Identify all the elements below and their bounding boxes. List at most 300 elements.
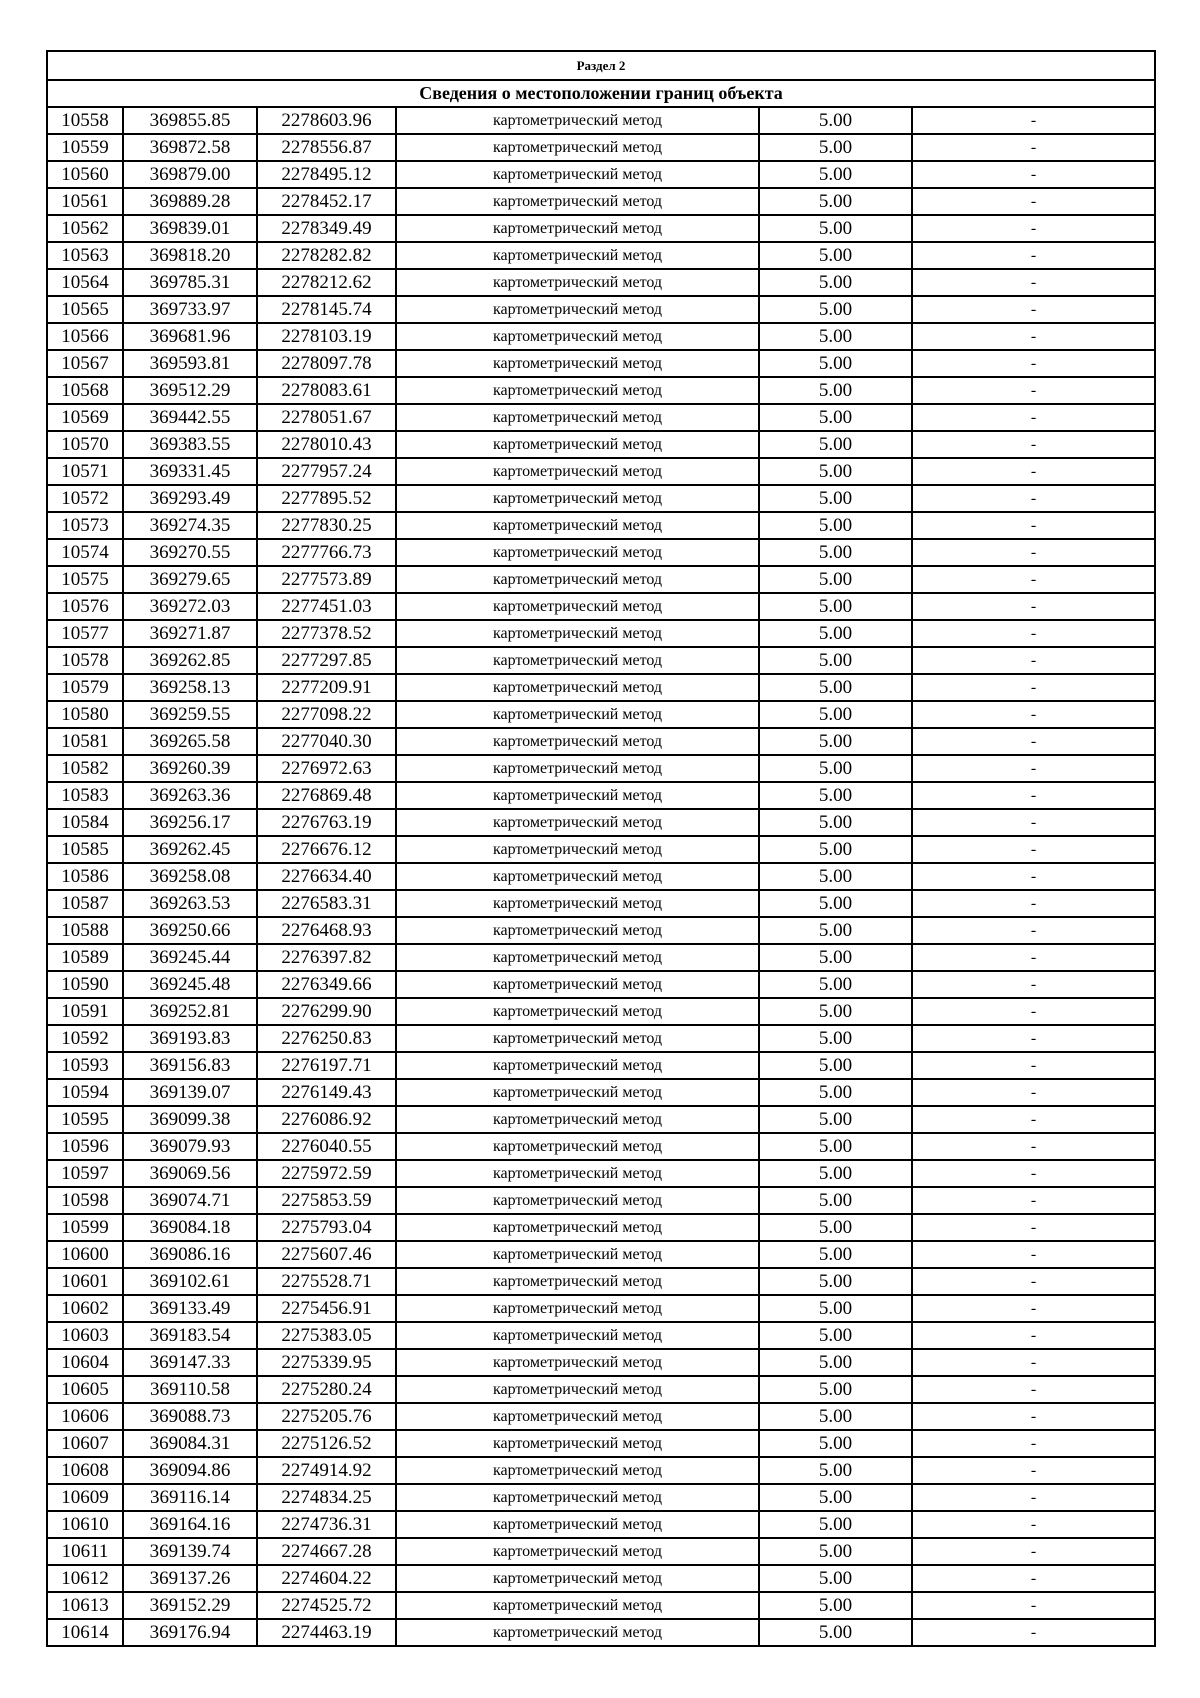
method-cell: картометрический метод [396,674,759,701]
y-coordinate-cell: 2275205.76 [257,1403,396,1430]
y-coordinate-cell: 2278010.43 [257,431,396,458]
table-row [47,674,1155,701]
x-coordinate-cell: 369137.26 [123,1565,257,1592]
y-coordinate-cell: 2276397.82 [257,944,396,971]
y-coordinate-cell: 2278603.96 [257,107,396,134]
y-coordinate-cell: 2278212.62 [257,269,396,296]
point-number-cell: 10576 [47,593,123,620]
point-number-cell: 10588 [47,917,123,944]
accuracy-cell: 5.00 [759,782,912,809]
table-row [47,161,1155,188]
point-number-cell: 10572 [47,485,123,512]
point-number-cell: 10600 [47,1241,123,1268]
accuracy-cell: 5.00 [759,1349,912,1376]
note-cell: - [912,863,1155,890]
table-row [47,647,1155,674]
accuracy-cell: 5.00 [759,1025,912,1052]
point-number-cell: 10612 [47,1565,123,1592]
method-cell: картометрический метод [396,458,759,485]
y-coordinate-cell: 2276634.40 [257,863,396,890]
note-cell: - [912,755,1155,782]
accuracy-cell: 5.00 [759,1106,912,1133]
method-cell: картометрический метод [396,917,759,944]
table-row [47,890,1155,917]
y-coordinate-cell: 2277209.91 [257,674,396,701]
x-coordinate-cell: 369074.71 [123,1187,257,1214]
accuracy-cell: 5.00 [759,1592,912,1619]
note-cell: - [912,971,1155,998]
x-coordinate-cell: 369084.18 [123,1214,257,1241]
y-coordinate-cell: 2275126.52 [257,1430,396,1457]
table-row [47,1295,1155,1322]
accuracy-cell: 5.00 [759,134,912,161]
note-cell: - [912,1349,1155,1376]
table-row [47,755,1155,782]
y-coordinate-cell: 2275972.59 [257,1160,396,1187]
point-number-cell: 10604 [47,1349,123,1376]
y-coordinate-cell: 2274525.72 [257,1592,396,1619]
table-row [47,998,1155,1025]
point-number-cell: 10575 [47,566,123,593]
y-coordinate-cell: 2275528.71 [257,1268,396,1295]
note-cell: - [912,161,1155,188]
point-number-cell: 10608 [47,1457,123,1484]
table-row [47,107,1155,134]
y-coordinate-cell: 2275853.59 [257,1187,396,1214]
note-cell: - [912,1133,1155,1160]
point-number-cell: 10564 [47,269,123,296]
accuracy-cell: 5.00 [759,1079,912,1106]
accuracy-cell: 5.00 [759,107,912,134]
point-number-cell: 10581 [47,728,123,755]
note-cell: - [912,1484,1155,1511]
x-coordinate-cell: 369094.86 [123,1457,257,1484]
note-cell: - [912,1511,1155,1538]
y-coordinate-cell: 2278556.87 [257,134,396,161]
x-coordinate-cell: 369681.96 [123,323,257,350]
method-cell: картометрический метод [396,701,759,728]
table-row [47,917,1155,944]
method-cell: картометрический метод [396,863,759,890]
point-number-cell: 10584 [47,809,123,836]
method-cell: картометрический метод [396,512,759,539]
x-coordinate-cell: 369733.97 [123,296,257,323]
y-coordinate-cell: 2274604.22 [257,1565,396,1592]
method-cell: картометрический метод [396,1106,759,1133]
note-cell: - [912,1619,1155,1646]
point-number-cell: 10573 [47,512,123,539]
point-number-cell: 10590 [47,971,123,998]
table-row [47,944,1155,971]
accuracy-cell: 5.00 [759,620,912,647]
accuracy-cell: 5.00 [759,1241,912,1268]
y-coordinate-cell: 2278051.67 [257,404,396,431]
accuracy-cell: 5.00 [759,215,912,242]
method-cell: картометрический метод [396,1538,759,1565]
method-cell: картометрический метод [396,107,759,134]
y-coordinate-cell: 2276349.66 [257,971,396,998]
point-number-cell: 10567 [47,350,123,377]
x-coordinate-cell: 369164.16 [123,1511,257,1538]
method-cell: картометрический метод [396,836,759,863]
accuracy-cell: 5.00 [759,647,912,674]
table-row [47,431,1155,458]
method-cell: картометрический метод [396,971,759,998]
note-cell: - [912,485,1155,512]
point-number-cell: 10613 [47,1592,123,1619]
boundary-coordinates-table [46,50,1156,1647]
y-coordinate-cell: 2277378.52 [257,620,396,647]
method-cell: картометрический метод [396,1403,759,1430]
accuracy-cell: 5.00 [759,404,912,431]
x-coordinate-cell: 369270.55 [123,539,257,566]
note-cell: - [912,1322,1155,1349]
accuracy-cell: 5.00 [759,1538,912,1565]
table-row [47,1052,1155,1079]
note-cell: - [912,296,1155,323]
note-cell: - [912,566,1155,593]
table-row [47,539,1155,566]
x-coordinate-cell: 369872.58 [123,134,257,161]
y-coordinate-cell: 2276972.63 [257,755,396,782]
method-cell: картометрический метод [396,1160,759,1187]
x-coordinate-cell: 369271.87 [123,620,257,647]
x-coordinate-cell: 369250.66 [123,917,257,944]
x-coordinate-cell: 369110.58 [123,1376,257,1403]
y-coordinate-cell: 2277895.52 [257,485,396,512]
method-cell: картометрический метод [396,1619,759,1646]
note-cell: - [912,1025,1155,1052]
x-coordinate-cell: 369176.94 [123,1619,257,1646]
table-row [47,350,1155,377]
note-cell: - [912,1241,1155,1268]
section-label: Раздел 2 [47,51,1155,80]
point-number-cell: 10580 [47,701,123,728]
y-coordinate-cell: 2277830.25 [257,512,396,539]
note-cell: - [912,1268,1155,1295]
note-cell: - [912,620,1155,647]
y-coordinate-cell: 2276197.71 [257,1052,396,1079]
table-row [47,1619,1155,1646]
table-row [47,1268,1155,1295]
point-number-cell: 10569 [47,404,123,431]
note-cell: - [912,215,1155,242]
note-cell: - [912,998,1155,1025]
x-coordinate-cell: 369263.36 [123,782,257,809]
x-coordinate-cell: 369258.08 [123,863,257,890]
note-cell: - [912,431,1155,458]
table-row [47,1592,1155,1619]
y-coordinate-cell: 2276869.48 [257,782,396,809]
table-row [47,485,1155,512]
note-cell: - [912,836,1155,863]
note-cell: - [912,404,1155,431]
section-header-row [47,51,1155,80]
y-coordinate-cell: 2278083.61 [257,377,396,404]
method-cell: картометрический метод [396,350,759,377]
method-cell: картометрический метод [396,1025,759,1052]
table-row [47,728,1155,755]
point-number-cell: 10571 [47,458,123,485]
x-coordinate-cell: 369102.61 [123,1268,257,1295]
method-cell: картометрический метод [396,1214,759,1241]
point-number-cell: 10606 [47,1403,123,1430]
note-cell: - [912,242,1155,269]
method-cell: картометрический метод [396,323,759,350]
y-coordinate-cell: 2276763.19 [257,809,396,836]
table-row [47,836,1155,863]
accuracy-cell: 5.00 [759,1403,912,1430]
method-cell: картометрический метод [396,296,759,323]
table-row [47,1106,1155,1133]
x-coordinate-cell: 369293.49 [123,485,257,512]
y-coordinate-cell: 2275339.95 [257,1349,396,1376]
y-coordinate-cell: 2278103.19 [257,323,396,350]
table-row [47,863,1155,890]
method-cell: картометрический метод [396,1052,759,1079]
table-row [47,1241,1155,1268]
method-cell: картометрический метод [396,1484,759,1511]
accuracy-cell: 5.00 [759,1619,912,1646]
y-coordinate-cell: 2277957.24 [257,458,396,485]
method-cell: картометрический метод [396,728,759,755]
point-number-cell: 10561 [47,188,123,215]
accuracy-cell: 5.00 [759,431,912,458]
y-coordinate-cell: 2278145.74 [257,296,396,323]
accuracy-cell: 5.00 [759,1511,912,1538]
x-coordinate-cell: 369785.31 [123,269,257,296]
accuracy-cell: 5.00 [759,242,912,269]
note-cell: - [912,890,1155,917]
x-coordinate-cell: 369263.53 [123,890,257,917]
y-coordinate-cell: 2278282.82 [257,242,396,269]
point-number-cell: 10596 [47,1133,123,1160]
x-coordinate-cell: 369193.83 [123,1025,257,1052]
accuracy-cell: 5.00 [759,188,912,215]
accuracy-cell: 5.00 [759,485,912,512]
x-coordinate-cell: 369839.01 [123,215,257,242]
method-cell: картометрический метод [396,431,759,458]
note-cell: - [912,1457,1155,1484]
accuracy-cell: 5.00 [759,1457,912,1484]
note-cell: - [912,674,1155,701]
x-coordinate-cell: 369139.74 [123,1538,257,1565]
method-cell: картометрический метод [396,1241,759,1268]
point-number-cell: 10559 [47,134,123,161]
point-number-cell: 10570 [47,431,123,458]
note-cell: - [912,269,1155,296]
note-cell: - [912,1214,1155,1241]
table-row [47,134,1155,161]
point-number-cell: 10595 [47,1106,123,1133]
note-cell: - [912,350,1155,377]
point-number-cell: 10562 [47,215,123,242]
note-cell: - [912,917,1155,944]
method-cell: картометрический метод [396,1295,759,1322]
y-coordinate-cell: 2276583.31 [257,890,396,917]
x-coordinate-cell: 369259.55 [123,701,257,728]
note-cell: - [912,647,1155,674]
method-cell: картометрический метод [396,566,759,593]
accuracy-cell: 5.00 [759,539,912,566]
point-number-cell: 10605 [47,1376,123,1403]
note-cell: - [912,1106,1155,1133]
note-cell: - [912,728,1155,755]
point-number-cell: 10593 [47,1052,123,1079]
point-number-cell: 10610 [47,1511,123,1538]
accuracy-cell: 5.00 [759,377,912,404]
point-number-cell: 10592 [47,1025,123,1052]
y-coordinate-cell: 2278097.78 [257,350,396,377]
x-coordinate-cell: 369512.29 [123,377,257,404]
table-row [47,1160,1155,1187]
x-coordinate-cell: 369116.14 [123,1484,257,1511]
point-number-cell: 10574 [47,539,123,566]
table-row [47,1349,1155,1376]
accuracy-cell: 5.00 [759,296,912,323]
method-cell: картометрический метод [396,134,759,161]
method-cell: картометрический метод [396,188,759,215]
accuracy-cell: 5.00 [759,674,912,701]
note-cell: - [912,701,1155,728]
note-cell: - [912,107,1155,134]
note-cell: - [912,1295,1155,1322]
point-number-cell: 10609 [47,1484,123,1511]
table-row [47,215,1155,242]
method-cell: картометрический метод [396,755,759,782]
accuracy-cell: 5.00 [759,836,912,863]
method-cell: картометрический метод [396,647,759,674]
point-number-cell: 10558 [47,107,123,134]
accuracy-cell: 5.00 [759,917,912,944]
accuracy-cell: 5.00 [759,1160,912,1187]
y-coordinate-cell: 2276468.93 [257,917,396,944]
point-number-cell: 10591 [47,998,123,1025]
y-coordinate-cell: 2274834.25 [257,1484,396,1511]
method-cell: картометрический метод [396,890,759,917]
table-row [47,1403,1155,1430]
point-number-cell: 10578 [47,647,123,674]
x-coordinate-cell: 369274.35 [123,512,257,539]
accuracy-cell: 5.00 [759,593,912,620]
table-row [47,1457,1155,1484]
method-cell: картометрический метод [396,1430,759,1457]
method-cell: картометрический метод [396,215,759,242]
point-number-cell: 10603 [47,1322,123,1349]
note-cell: - [912,1376,1155,1403]
method-cell: картометрический метод [396,620,759,647]
x-coordinate-cell: 369262.85 [123,647,257,674]
accuracy-cell: 5.00 [759,1052,912,1079]
accuracy-cell: 5.00 [759,161,912,188]
point-number-cell: 10598 [47,1187,123,1214]
y-coordinate-cell: 2275280.24 [257,1376,396,1403]
accuracy-cell: 5.00 [759,458,912,485]
x-coordinate-cell: 369256.17 [123,809,257,836]
point-number-cell: 10585 [47,836,123,863]
y-coordinate-cell: 2276040.55 [257,1133,396,1160]
note-cell: - [912,944,1155,971]
table-row [47,296,1155,323]
table-row [47,269,1155,296]
x-coordinate-cell: 369245.48 [123,971,257,998]
y-coordinate-cell: 2276299.90 [257,998,396,1025]
accuracy-cell: 5.00 [759,701,912,728]
x-coordinate-cell: 369139.07 [123,1079,257,1106]
method-cell: картометрический метод [396,809,759,836]
accuracy-cell: 5.00 [759,755,912,782]
x-coordinate-cell: 369260.39 [123,755,257,782]
accuracy-cell: 5.00 [759,1565,912,1592]
note-cell: - [912,323,1155,350]
note-cell: - [912,539,1155,566]
accuracy-cell: 5.00 [759,1133,912,1160]
y-coordinate-cell: 2277766.73 [257,539,396,566]
accuracy-cell: 5.00 [759,890,912,917]
point-number-cell: 10565 [47,296,123,323]
table-row [47,809,1155,836]
accuracy-cell: 5.00 [759,512,912,539]
accuracy-cell: 5.00 [759,998,912,1025]
method-cell: картометрический метод [396,593,759,620]
y-coordinate-cell: 2274667.28 [257,1538,396,1565]
note-cell: - [912,1187,1155,1214]
point-number-cell: 10607 [47,1430,123,1457]
x-coordinate-cell: 369879.00 [123,161,257,188]
method-cell: картометрический метод [396,269,759,296]
accuracy-cell: 5.00 [759,1322,912,1349]
method-cell: картометрический метод [396,782,759,809]
y-coordinate-cell: 2275456.91 [257,1295,396,1322]
x-coordinate-cell: 369818.20 [123,242,257,269]
table-row [47,1322,1155,1349]
table-row [47,1538,1155,1565]
note-cell: - [912,809,1155,836]
point-number-cell: 10597 [47,1160,123,1187]
note-cell: - [912,458,1155,485]
table-row [47,1565,1155,1592]
x-coordinate-cell: 369156.83 [123,1052,257,1079]
x-coordinate-cell: 369183.54 [123,1322,257,1349]
table-row [47,242,1155,269]
accuracy-cell: 5.00 [759,1268,912,1295]
method-cell: картометрический метод [396,1133,759,1160]
y-coordinate-cell: 2276086.92 [257,1106,396,1133]
accuracy-cell: 5.00 [759,809,912,836]
method-cell: картометрический метод [396,161,759,188]
y-coordinate-cell: 2277451.03 [257,593,396,620]
note-cell: - [912,1538,1155,1565]
note-cell: - [912,1403,1155,1430]
method-cell: картометрический метод [396,1565,759,1592]
x-coordinate-cell: 369079.93 [123,1133,257,1160]
point-number-cell: 10568 [47,377,123,404]
x-coordinate-cell: 369272.03 [123,593,257,620]
note-cell: - [912,377,1155,404]
table-row [47,1430,1155,1457]
x-coordinate-cell: 369133.49 [123,1295,257,1322]
x-coordinate-cell: 369262.45 [123,836,257,863]
point-number-cell: 10587 [47,890,123,917]
y-coordinate-cell: 2276149.43 [257,1079,396,1106]
accuracy-cell: 5.00 [759,863,912,890]
note-cell: - [912,1430,1155,1457]
x-coordinate-cell: 369331.45 [123,458,257,485]
accuracy-cell: 5.00 [759,944,912,971]
method-cell: картометрический метод [396,404,759,431]
accuracy-cell: 5.00 [759,1376,912,1403]
accuracy-cell: 5.00 [759,1295,912,1322]
